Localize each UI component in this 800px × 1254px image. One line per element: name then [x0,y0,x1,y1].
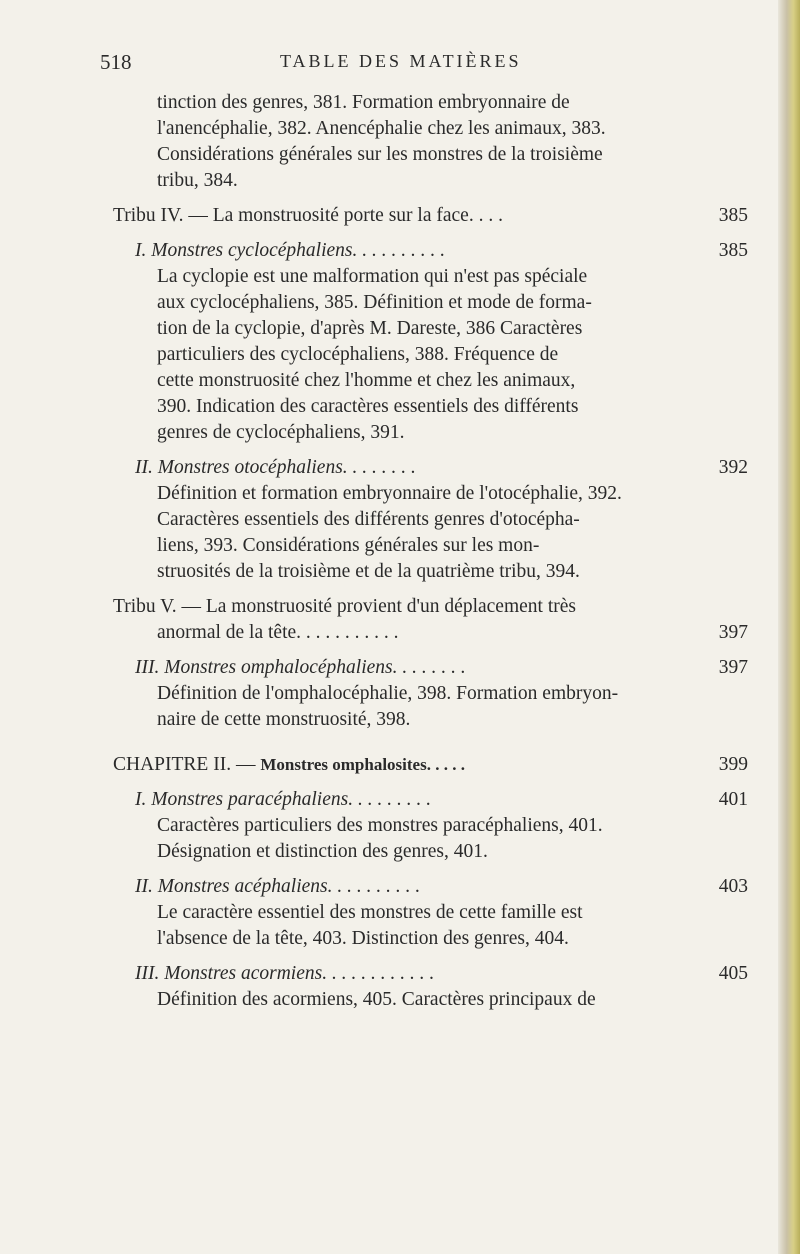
section-title: I. Monstres cyclocéphaliens. . . . . . . . . . [135,240,446,261]
text-line: particuliers des cyclocéphaliens, 388. Fréquence de [157,344,559,365]
toc-page-ref: 385 [718,240,748,261]
toc-page-ref: 392 [718,457,748,478]
text-line: Le caractère essentiel des monstres de cette famille est [157,902,583,923]
page-edge [778,0,800,1254]
text-line: cette monstruosité chez l'homme et chez les animaux, [157,370,576,391]
toc-page-ref: 385 [718,205,748,226]
text-line: Caractères particuliers des monstres paracéphaliens, 401. [157,815,603,836]
text-line: Désignation et distinction des genres, 401. [157,841,488,862]
text-line: Définition de l'omphalocéphalie, 398. Formation embryon- [157,683,619,704]
text-line: liens, 393. Considérations générales sur les mon- [157,535,540,556]
text-line: Définition et formation embryonnaire de l'otocéphalie, 392. [157,483,622,504]
section-title: III. Monstres omphalocéphaliens. . . . . . . . [135,657,466,678]
text-line: anormal de la tête. . . . . . . . . . . [157,622,399,643]
chapter-heading [113,752,465,778]
page-number: 518 [100,50,132,74]
tribu-v-heading: Tribu V. — La monstruosité provient d'un déplacement très [113,596,576,617]
text-line: Définition des acormiens, 405. Caractères principaux de [157,989,596,1010]
text-line: Caractères essentiels des différents genres d'otocépha- [157,509,580,530]
page-header [0,50,800,80]
section-title: III. Monstres acormiens. . . . . . . . . . . . [135,963,435,984]
text-line: 390. Indication des caractères essentiels des différents [157,396,579,417]
chapter-label: CHAPITRE II. — [113,754,256,775]
toc-page-ref: 403 [718,876,748,897]
text-line: l'absence de la tête, 403. Distinction des genres, 404. [157,928,569,949]
toc-page-ref: 401 [718,789,748,810]
text-line: tribu, 384. [157,170,238,191]
toc-page-ref: 405 [718,963,748,984]
tribu-iv-heading: Tribu IV. — La monstruosité porte sur la face. . . . [113,205,503,226]
text-line: naire de cette monstruosité, 398. [157,709,411,730]
text-line: struosités de la troisième et de la quatrième tribu, 394. [157,561,580,582]
text-line: aux cyclocéphaliens, 385. Définition et mode de forma- [157,292,592,313]
toc-page-ref: 399 [718,754,748,775]
text-line: genres de cyclocéphaliens, 391. [157,422,405,443]
toc-page-ref: 397 [718,622,748,643]
text-line: tinction des genres, 381. Formation embryonnaire de [157,92,570,113]
section-title: II. Monstres otocéphaliens. . . . . . . . [135,457,416,478]
running-head: TABLE DES MATIÈRES [280,51,522,71]
text-line: La cyclopie est une malformation qui n'est pas spéciale [157,266,588,287]
section-title: II. Monstres acéphaliens. . . . . . . . . . [135,876,421,897]
chapter-title: Monstres omphalosites. . . . . [260,755,465,774]
section-title: I. Monstres paracéphaliens. . . . . . . . . [135,789,432,810]
text-line: tion de la cyclopie, d'après M. Dareste, 386 Caractères [157,318,583,339]
toc-page-ref: 397 [718,657,748,678]
text-line: Considérations générales sur les monstres de la troisième [157,144,603,165]
text-line: l'anencéphalie, 382. Anencéphalie chez les animaux, 383. [157,118,606,139]
